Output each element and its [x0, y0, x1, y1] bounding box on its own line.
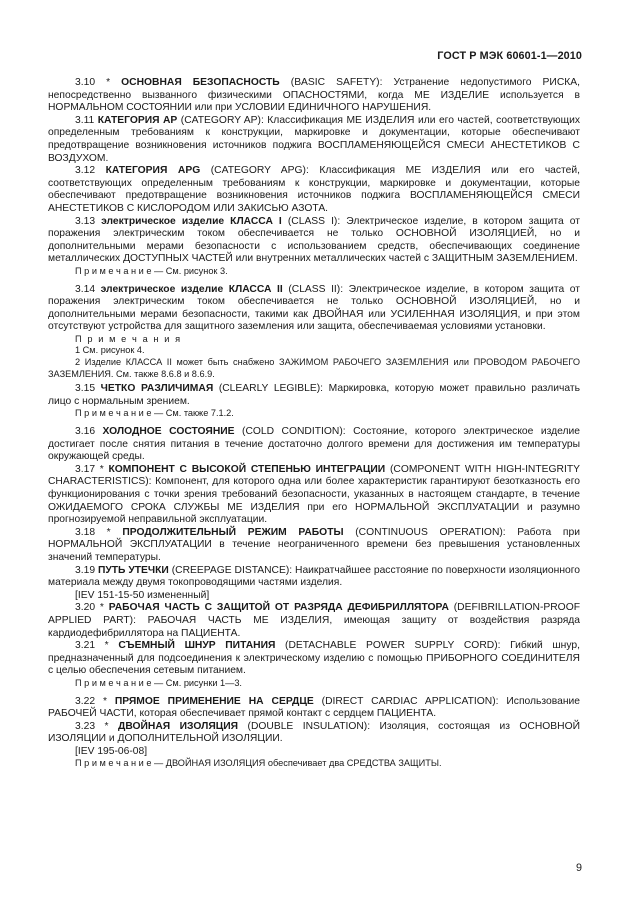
entry-number: 3.14: [75, 283, 101, 295]
note-3-15: [48, 408, 580, 420]
entry-3-13: [48, 216, 580, 266]
note-3-21: [48, 678, 580, 690]
entry-definition: (DOUBLE INSULATION): Изоляция, состоящая из ОСНОВНОЙ ИЗОЛЯЦИИ и ДОПОЛНИТЕЛЬНОЙ ИЗОЛЯЦИИ.: [48, 720, 580, 745]
entry-3-18: [48, 527, 580, 565]
entry-3-12: [48, 165, 580, 215]
entry-number: 3.16: [75, 426, 103, 438]
entry-term: ХОЛОДНОЕ СОСТОЯНИЕ: [102, 426, 235, 438]
reference-3-19: [IEV 151-15-50 измененный]: [75, 589, 210, 601]
entry-definition: (CLASS II): Электрическое изделие, в котором защита от поражения электрическим током обеспечивается не только ОСНОВНОЙ ИЗОЛЯЦИЕЙ, но и дополнительными мерами безопасности, такими как ДВОЙНАЯ или УСИЛЕННАЯ ИЗОЛЯЦИЯ, и при этом отсутствуют устройства для защитного заземления или защита, обеспечиваемая условиями установки.: [48, 283, 581, 333]
entry-definition: (CATEGORY APG): Классификация МЕ ИЗДЕЛИЯ или его частей, соответствующих определенным требованиям к конструкции, маркировке и документации, которые обеспечивают предотвращение возникновения источников поджига ВОСПЛАМЕНЯЮЩЕЙСЯ СМЕСИ АНЕСТЕТИКОВ С КИСЛОРОДОМ ИЛИ ЗАКИСЬЮ АЗОТА.: [48, 165, 580, 214]
note-3-14-item-1: 1 См. рисунок 4.: [75, 345, 145, 356]
entry-definition: (BASIC SAFETY): Устранение недопустимого РИСКА, непосредственно вызванного физическими ОПАСНОСТЯМИ, когда МЕ ИЗДЕЛИЕ используется в НОРМАЛЬНОМ СОСТОЯНИИ или при УСЛОВИИ ЕДИНИЧНОГО НАРУШЕНИЯ.: [48, 77, 580, 114]
entry-term: ЧЕТКО РАЗЛИЧИМАЯ: [100, 383, 214, 395]
entry-number: 3.11: [75, 114, 98, 126]
entry-term: электрическое изделие КЛАССА II: [100, 283, 283, 295]
entry-definition: (CREEPAGE DISTANCE): Наикратчайшее расстояние по поверхности изоляционного материала между двумя токопроводящими частями изделия.: [48, 564, 581, 589]
note-3-14-item-2: 2 Изделие КЛАССА II может быть снабжено ЗАЖИМОМ РАБОЧЕГО ЗАЗЕМЛЕНИЯ или ПРОВОДОМ РАБОЧЕГО ЗАЗЕМЛЕНИЯ. См. также 8.6.8 и 8.6.9.: [48, 357, 580, 379]
entry-term: ДВОЙНАЯ ИЗОЛЯЦИЯ: [117, 720, 239, 732]
note-label: П р и м е ч а н и е: [75, 408, 152, 419]
entry-number: 3.17 *: [75, 463, 109, 475]
entry-term: СЪЕМНЫЙ ШНУР ПИТАНИЯ: [118, 640, 276, 652]
note-label: П р и м е ч а н и е: [75, 265, 152, 276]
entry-number: 3.18 *: [75, 526, 123, 538]
note-text: — См. также 7.1.2.: [151, 408, 234, 419]
entry-term: ОСНОВНАЯ БЕЗОПАСНОСТЬ: [121, 77, 280, 88]
entry-number: 3.22 *: [75, 695, 115, 707]
entry-number: 3.21 *: [75, 640, 119, 652]
note-label: П р и м е ч а н и е: [75, 758, 152, 769]
entry-3-17: [48, 464, 580, 527]
notes-heading-3-14: П р и м е ч а н и я: [75, 333, 182, 344]
entry-3-19: [48, 565, 580, 590]
entry-number: 3.15: [75, 383, 101, 395]
entry-definition: (DIRECT CARDIAC APPLICATION): Использование РАБОЧЕЙ ЧАСТИ, которая обеспечивает прямой контакт с сердцем ПАЦИЕНТА.: [48, 695, 580, 720]
entry-definition: (DEFIBRILLATION-PROOF APPLIED PART): РАБОЧАЯ ЧАСТЬ МЕ ИЗДЕЛИЯ, имеющая защиту от воздействия разряда кардиодефибриллятора на ПАЦИЕНТА.: [48, 602, 580, 639]
entry-3-10: [48, 77, 580, 115]
entry-3-16: [48, 426, 580, 464]
entry-number: 3.23 *: [75, 720, 118, 732]
entry-definition: (CLASS I): Электрическое изделие, в котором защита от поражения электрическим током обеспечивается не только ОСНОВНОЙ ИЗОЛЯЦИЕЙ, но и дополнительными мерами безопасности с использованием средств, обеспечивающих соединение металлических ДОСТУПНЫХ ЧАСТЕЙ или внутренних металлических частей с ЗАЩИТНЫМ ЗАЗЕМЛЕНИЕМ.: [48, 215, 581, 265]
note-label: П р и м е ч а н и е: [75, 677, 152, 688]
entry-3-14: [48, 284, 580, 334]
entry-number: 3.12: [75, 165, 106, 177]
entry-definition: (CATEGORY AP): Классификация МЕ ИЗДЕЛИЯ или его частей, соответствующих определенным требованиям к конструкции, маркировке и документации, которые обеспечивают предотвращение возникновения источников поджига ВОСПЛАМЕНЯЮЩЕЙСЯ СМЕСИ АНЕСТЕТИКОВ С ВОЗДУХОМ.: [48, 114, 580, 164]
entry-definition: (DETACHABLE POWER SUPPLY CORD): Гибкий шнур, предназначенный для подсоединения к электрическому изделию с помощью ПРИБОРНОГО СОЕДИНИТЕЛЯ с целью обеспечения сетевым питанием.: [48, 640, 580, 677]
entry-term: ПРОДОЛЖИТЕЛЬНЫЙ РЕЖИМ РАБОТЫ: [122, 526, 344, 538]
entry-term: электрическое изделие КЛАССА I: [101, 215, 282, 227]
entry-3-21: [48, 640, 580, 678]
entry-term: КАТЕГОРИЯ APG: [105, 165, 201, 177]
entry-term: РАБОЧАЯ ЧАСТЬ С ЗАЩИТОЙ ОТ РАЗРЯДА ДЕФИБРИЛЛЯТОРА: [108, 602, 449, 614]
entry-definition: (CONTINUOUS OPERATION): Работа при НОРМАЛЬНОЙ ЭКСПЛУАТАЦИИ в течение неограниченного времени без превышения установленных значений температуры.: [48, 526, 580, 563]
note-3-13: [48, 266, 580, 278]
standard-header: ГОСТ Р МЭК 60601-1—2010: [437, 50, 582, 62]
entry-number: 3.13: [75, 215, 102, 227]
entry-3-20: [48, 602, 580, 640]
entry-number: 3.20 *: [75, 602, 109, 614]
entry-definition: (COMPONENT WITH HIGH-INTEGRITY CHARACTERISTICS): Компонент, для которого одна или более характеристик гарантируют безотказность его функционирования с точки зрения требований безопасности, указанных в настоящем стандарте, в течение ОЖИДАЕМОГО СРОКА СЛУЖБЫ МЕ ИЗДЕЛИЯ при его НОРМАЛЬНОЙ ЭКСПЛУАТАЦИИ и разумно прогнозируемой неправильной эксплуатации.: [48, 463, 580, 526]
entry-3-22: [48, 696, 580, 721]
entry-term: КОМПОНЕНТ С ВЫСОКОЙ СТЕПЕНЬЮ ИНТЕГРАЦИИ: [108, 463, 386, 475]
note-text: — ДВОЙНАЯ ИЗОЛЯЦИЯ обеспечивает два СРЕДСТВА ЗАЩИТЫ.: [151, 758, 442, 769]
entry-definition: (CLEARLY LEGIBLE): Маркировка, которую может правильно различать лицо с нормальным зрением.: [48, 383, 580, 407]
entry-number: 3.10 *: [75, 77, 122, 88]
entry-3-11: [48, 115, 580, 165]
note-text: — См. рисунок 3.: [151, 265, 228, 276]
document-body: [48, 77, 580, 770]
entry-definition: (COLD CONDITION): Состояние, которого электрическое изделие достигает после снятия питания в течение достаточно долгого времени для достижения им температуры окружающей среды.: [48, 426, 581, 463]
entry-3-15: [48, 383, 580, 408]
entry-number: 3.19: [75, 564, 98, 576]
note-text: — См. рисунки 1—3.: [151, 677, 242, 688]
entry-3-23: [48, 721, 580, 746]
note-3-23: [48, 758, 580, 770]
page-number: 9: [575, 862, 582, 874]
reference-3-23: [IEV 195-06-08]: [75, 745, 148, 757]
entry-term: КАТЕГОРИЯ АР: [97, 114, 178, 126]
entry-term: ПРЯМОЕ ПРИМЕНЕНИЕ НА СЕРДЦЕ: [114, 695, 314, 707]
entry-term: ПУТЬ УТЕЧКИ: [97, 564, 169, 576]
